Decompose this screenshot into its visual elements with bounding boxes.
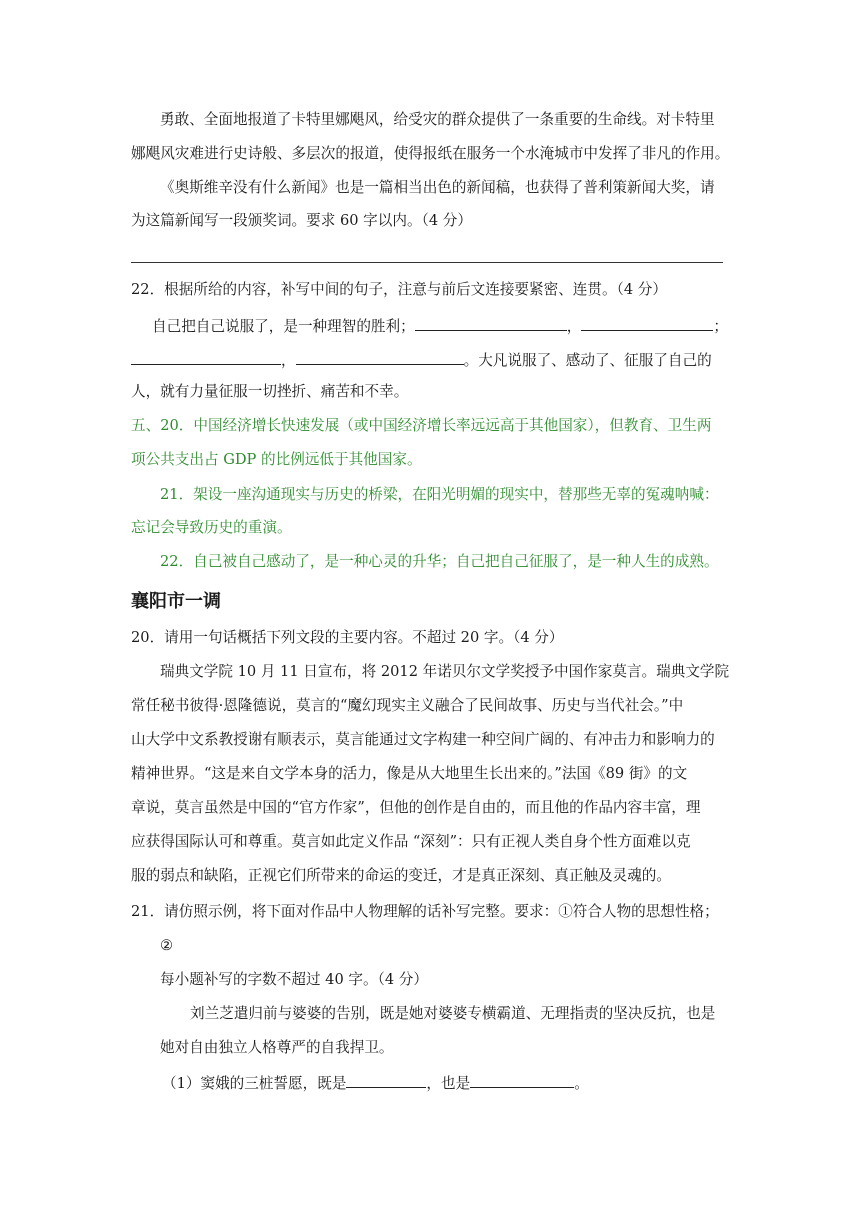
- answer-20: 五、20．中国经济增长快速发展（或中国经济增长率远远高于其他国家），但教育、卫生两: [131, 417, 712, 434]
- fill-blank[interactable]: [581, 315, 713, 331]
- item-1: [162, 1072, 760, 1094]
- example-line: 她对自由独立人格尊严的自我捍卫。: [160, 1039, 394, 1056]
- passage-line: 章说，莫言虽然是中国的“官方作家”，但他的创作是自由的，而且他的作品内容丰富，理: [131, 799, 701, 816]
- q22-semicolon: ；: [713, 318, 728, 335]
- question-21: 21．请仿照示例，将下面对作品中人物理解的话补写完整。要求：①符合人物的思想性格；: [131, 903, 719, 920]
- passage-line: 山大学中文系教授谢有顺表示，莫言能通过文字构建一种空间广阔的、有冲击力和影响力的: [131, 731, 715, 748]
- paragraph-line: 《奥斯维辛没有什么新闻》也是一篇相当出色的新闻稿，也获得了普利策新闻大奖，请: [160, 179, 715, 196]
- question-22-line: 人，就有力量征服一切挫折、痛苦和不幸。: [131, 383, 409, 400]
- answer-21-cont: 忘记会导致历史的重演。: [131, 519, 292, 536]
- passage-line: 常任秘书彼得·恩隆德说，莫言的“魔幻现实主义融合了民间故事、历史与当代社会。”中: [131, 697, 684, 714]
- passage-line: 服的弱点和缺陷，正视它们所带来的命运的变迁，才是真正深刻、真正触及灵魂的。: [131, 867, 671, 884]
- q22-period-text: 。大凡说服了、感动了、征服了自己的: [463, 352, 712, 369]
- passage-line: 瑞典文学院 10 月 11 日宣布，将 2012 年诺贝尔文学奖授予中国作家莫言。瑞典文学院: [160, 663, 730, 680]
- item-1-text-b: ，也是: [426, 1075, 471, 1092]
- fill-blank[interactable]: [296, 349, 464, 365]
- fill-blank[interactable]: [415, 315, 567, 331]
- example-line: 刘兰芝遣归前与婆婆的告别，既是她对婆婆专横霸道、无理指责的坚决反抗，也是: [190, 1005, 716, 1022]
- answer-20-cont: 项公共支出占 GDP 的比例远低于其他国家。: [131, 451, 422, 468]
- item-1-text-c: 。: [574, 1075, 589, 1092]
- answer-22: 22．自己被自己感动了，是一种心灵的升华；自己把自己征服了，是一种人生的成熟。: [160, 553, 719, 570]
- question-22-line: [152, 315, 750, 337]
- q22-comma: ，: [281, 352, 296, 369]
- fill-blank[interactable]: [131, 349, 281, 365]
- q22-comma: ，: [566, 318, 582, 335]
- passage-line: 精神世界。“这是来自文学本身的活力，像是从大地里生长出来的。”法国《89 街》的文: [131, 765, 688, 782]
- question-22-line: [131, 349, 729, 371]
- passage-line: 应获得国际认可和尊重。莫言如此定义作品 “深刻”：只有正视人类自身个性方面难以克: [131, 833, 691, 850]
- question-21-cont: 每小题补写的字数不超过 40 字。（4 分）: [160, 971, 428, 988]
- fill-blank[interactable]: [346, 1072, 426, 1088]
- section-heading: 襄阳市一调: [131, 591, 221, 612]
- answer-line: [131, 262, 723, 263]
- question-20: 20．请用一句话概括下列文段的主要内容。不超过 20 字。（4 分）: [131, 629, 564, 646]
- fill-blank[interactable]: [470, 1072, 574, 1088]
- question-22-prompt: 22．根据所给的内容，补写中间的句子，注意与前后文连接要紧密、连贯。（4 分）: [131, 281, 667, 298]
- paragraph-line: 娜飓风灾难进行史诗般、多层次的报道，使得报纸在服务一个水淹城市中发挥了非凡的作用。: [131, 145, 730, 162]
- question-21-cont: ②: [160, 937, 174, 954]
- paragraph-line: 为这篇新闻写一段颁奖词。要求 60 字以内。（4 分）: [131, 212, 472, 229]
- q22-line1-start: 自己把自己说服了，是一种理智的胜利；: [152, 318, 415, 335]
- paragraph-line: 勇敢、全面地报道了卡特里娜飓风，给受灾的群众提供了一条重要的生命线。对卡特里: [160, 111, 715, 128]
- answer-21: 21．架设一座沟通现实与历史的桥梁，在阳光明媚的现实中，替那些无辜的冤魂呐喊：: [160, 486, 719, 503]
- item-1-text-a: （1）窦娥的三桩誓愿，既是: [162, 1075, 347, 1092]
